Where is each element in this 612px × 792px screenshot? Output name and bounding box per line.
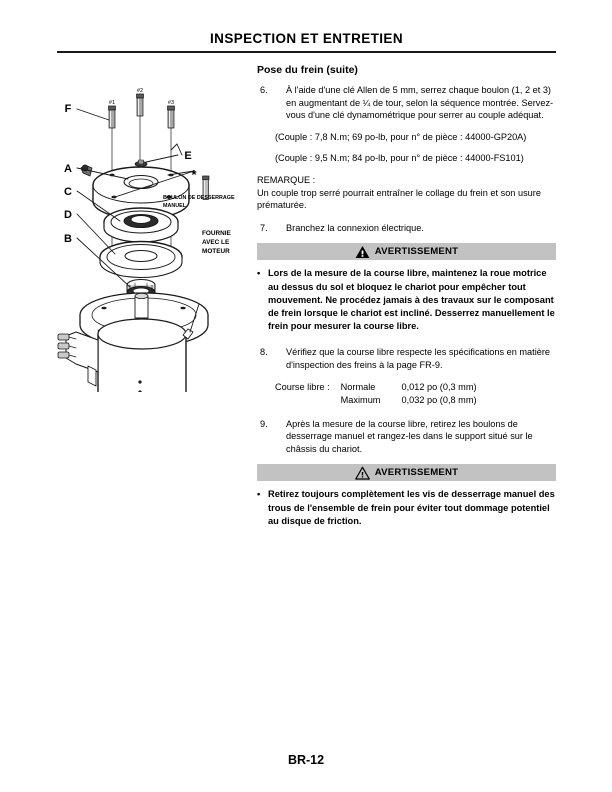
torque-spec-2: (Couple : 9,5 N.m; 84 po-lb, pour n° de pièce : 44000-FS101) — [275, 153, 524, 164]
figure-callout-b: B — [64, 233, 72, 245]
figure-callout-f: F — [64, 103, 72, 115]
note-text: Un couple trop serré pourrait entraîner le collage du frein et son usure prématurée. — [257, 187, 541, 211]
step-8-text: Vérifiez que la course libre respecte les spécifications en matière d'inspection des freins à la page FR-9. — [286, 347, 551, 370]
warning-triangle-outline-icon — [355, 466, 370, 480]
warning-triangle-filled-icon — [355, 245, 370, 259]
table-row — [275, 381, 477, 394]
part-c-armature-plate — [104, 208, 178, 242]
figure-note-supplied-line2: AVEC LE — [202, 239, 230, 246]
spec-row-label-empty — [275, 394, 341, 407]
figure-callout-c: C — [64, 186, 72, 198]
note-label: REMARQUE : — [257, 174, 316, 185]
note-block — [257, 174, 556, 212]
step-8-number: 8. — [260, 347, 268, 358]
step-9-number: 9. — [260, 418, 268, 429]
page-number-footer: BR-12 — [287, 753, 325, 767]
warning-2-body — [257, 488, 556, 528]
warning-banner-1 — [257, 243, 556, 260]
page-header-title: INSPECTION ET ENTRETIEN — [210, 31, 403, 46]
step-6 — [257, 84, 556, 122]
section-title: Pose du frein (suite) — [257, 64, 358, 76]
figure-bolt-3-label: #3 — [167, 100, 175, 106]
exploded-view-diagram — [52, 82, 252, 392]
torque-spec-1: (Couple : 7,8 N.m; 69 po-lb, pour n° de pièce : 44000-GP20A) — [275, 131, 527, 142]
warning-1-bullet: • — [257, 268, 261, 279]
spec-value-maximum: 0,032 po (0,8 mm) — [401, 394, 477, 405]
header-rule — [57, 51, 556, 53]
step-9-text: Après la mesure de la course libre, retirez les boulons de desserrage manuel et rangez-les dans le support situé sur le châssis du chariot. — [286, 418, 533, 454]
warning-banner-2-label: AVERTISSEMENT — [374, 467, 459, 479]
warning-2-text: Retirez toujours complètement les vis de desserrage manuel des trous de l'ensemble de frein pour éviter tout dommage potentiel au disque de friction. — [268, 489, 555, 526]
free-travel-spec-table — [257, 381, 556, 407]
step-7 — [257, 222, 556, 235]
warning-1-text: Lors de la mesure de la course libre, maintenez la roue motrice au dessus du sol et bloquez le chariot pour empêcher tout mouvement. Ne procédez jamais à des travaux sur le composant de frein lorsque le chariot est incliné. Desserrez manuellement le frein pour mesurer la course libre. — [268, 268, 555, 332]
figure-bolt-1-label: #1 — [108, 100, 116, 106]
bolt-2-graphic — [137, 94, 144, 116]
figure-note-manual-release-line1: BOULON DE DESSERRAGE — [163, 195, 235, 201]
warning-banner-2 — [257, 464, 556, 481]
figure-note-supplied-line3: MOTEUR — [202, 248, 230, 255]
spec-value-normal: 0,012 po (0,3 mm) — [401, 381, 477, 392]
part-d-friction-disc — [100, 242, 182, 278]
step-6-text: À l'aide d'une clé Allen de 5 mm, serrez chaque boulon (1, 2 et 3) en augmentant de ¼ de tour, selon la séquence montrée. Servez-vous d'une clé dynamométrique pour serrer au couple adéquat. — [286, 85, 554, 121]
figure-callout-e: E — [184, 150, 192, 162]
spec-name-maximum: Maximum — [340, 394, 381, 405]
warning-banner-1-label: AVERTISSEMENT — [374, 246, 459, 258]
step-7-number: 7. — [260, 222, 268, 233]
brake-assembly-illustration — [52, 82, 252, 392]
bolt-3-graphic — [168, 106, 175, 128]
bolt-1-graphic — [109, 106, 116, 128]
figure-callout-a: A — [64, 163, 72, 175]
figure-callout-d: D — [64, 209, 72, 221]
motor-body — [98, 319, 186, 392]
step-6-number: 6. — [260, 85, 268, 95]
instruction-column — [257, 64, 556, 541]
spec-row-label: Course libre : — [275, 381, 330, 392]
warning-2-bullet: • — [257, 489, 261, 500]
figure-bolt-2-label: #2 — [136, 88, 144, 94]
step-8 — [257, 346, 556, 371]
figure-note-manual-release-line2: MANUEL — [163, 203, 187, 209]
warning-1-body — [257, 267, 556, 333]
table-row — [275, 394, 477, 407]
electrical-connector — [58, 332, 98, 386]
figure-note-supplied-line1: FOURNIE — [202, 230, 231, 237]
step-7-text: Branchez la connexion électrique. — [286, 222, 424, 233]
step-9 — [257, 418, 556, 456]
spec-name-normal: Normale — [340, 381, 376, 392]
figure-callout-asterisk: * — [191, 167, 197, 182]
